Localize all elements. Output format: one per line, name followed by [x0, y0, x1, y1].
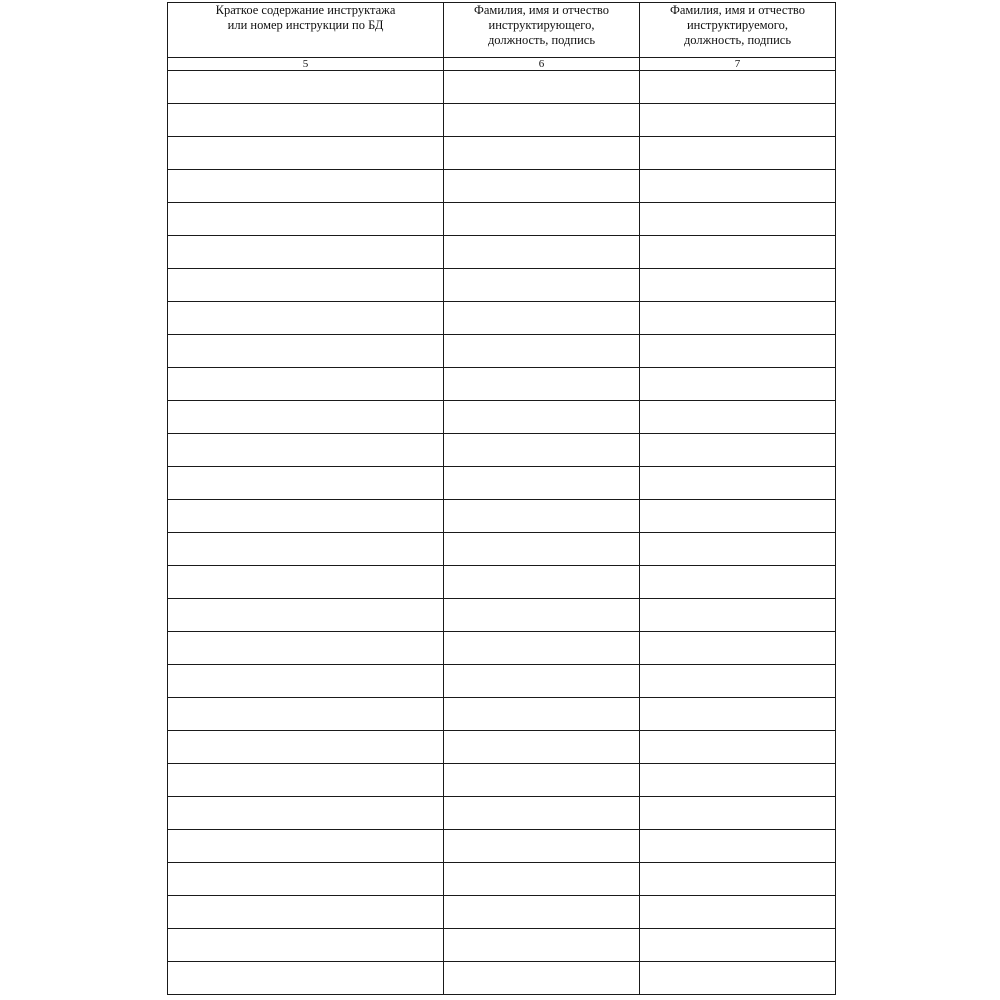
header-label-briefing-content: Краткое содержание инструктажа или номер инструкции по БД — [215, 3, 396, 32]
table-cell[interactable] — [444, 401, 640, 434]
header-label-instructee: Фамилия, имя и отчество инструктируемого, должность, подпись — [669, 3, 805, 47]
table-cell[interactable] — [444, 170, 640, 203]
table-cell[interactable] — [168, 236, 444, 269]
table-row — [168, 170, 836, 203]
table-cell[interactable] — [168, 269, 444, 302]
table-cell[interactable] — [640, 401, 836, 434]
table-cell[interactable] — [444, 731, 640, 764]
table-cell[interactable] — [168, 500, 444, 533]
table-cell[interactable] — [168, 632, 444, 665]
table-cell[interactable] — [640, 302, 836, 335]
table-cell[interactable] — [640, 269, 836, 302]
table-cell[interactable] — [168, 467, 444, 500]
table-cell[interactable] — [168, 797, 444, 830]
table-cell[interactable] — [640, 632, 836, 665]
table-cell[interactable] — [168, 698, 444, 731]
table-cell[interactable] — [640, 203, 836, 236]
table-cell[interactable] — [168, 731, 444, 764]
table-cell[interactable] — [640, 467, 836, 500]
table-cell[interactable] — [168, 104, 444, 137]
table-row — [168, 764, 836, 797]
table-cell[interactable] — [444, 269, 640, 302]
table-row — [168, 698, 836, 731]
table-cell[interactable] — [168, 599, 444, 632]
table-cell[interactable] — [640, 896, 836, 929]
table-row — [168, 896, 836, 929]
table-cell[interactable] — [168, 896, 444, 929]
table-row — [168, 104, 836, 137]
table-cell[interactable] — [168, 170, 444, 203]
header-cell-briefing-content — [168, 3, 444, 58]
table-cell[interactable] — [640, 665, 836, 698]
table-row — [168, 203, 836, 236]
table-row — [168, 665, 836, 698]
table-row — [168, 137, 836, 170]
table-row — [168, 929, 836, 962]
table-row — [168, 533, 836, 566]
table-cell[interactable] — [168, 962, 444, 995]
table-cell[interactable] — [640, 797, 836, 830]
table-cell[interactable] — [640, 962, 836, 995]
table-cell[interactable] — [640, 698, 836, 731]
table-cell[interactable] — [444, 434, 640, 467]
header-cell-instructor — [444, 3, 640, 58]
table-cell[interactable] — [444, 962, 640, 995]
table-cell[interactable] — [444, 764, 640, 797]
table-cell[interactable] — [640, 929, 836, 962]
table-cell[interactable] — [444, 533, 640, 566]
table-row — [168, 731, 836, 764]
table-cell[interactable] — [640, 566, 836, 599]
table-cell[interactable] — [640, 863, 836, 896]
table-cell[interactable] — [444, 830, 640, 863]
table-cell[interactable] — [444, 599, 640, 632]
column-number-5: 5 — [168, 58, 444, 71]
table-row — [168, 302, 836, 335]
table-cell[interactable] — [168, 566, 444, 599]
table-cell[interactable] — [444, 863, 640, 896]
table-cell[interactable] — [444, 632, 640, 665]
table-cell[interactable] — [168, 533, 444, 566]
table-row — [168, 269, 836, 302]
header-row — [168, 3, 836, 58]
table-cell[interactable] — [444, 896, 640, 929]
table-row — [168, 335, 836, 368]
table-cell[interactable] — [168, 929, 444, 962]
table-row — [168, 830, 836, 863]
table-cell[interactable] — [640, 434, 836, 467]
header-label-instructor: Фамилия, имя и отчество инструктирующего, должность, подпись — [473, 3, 609, 47]
table-cell[interactable] — [640, 335, 836, 368]
table-cell[interactable] — [444, 500, 640, 533]
table-cell[interactable] — [444, 797, 640, 830]
table-row — [168, 368, 836, 401]
table-row — [168, 962, 836, 995]
table-cell[interactable] — [168, 335, 444, 368]
table-cell[interactable] — [640, 170, 836, 203]
table-cell[interactable] — [168, 302, 444, 335]
table-row — [168, 434, 836, 467]
table-cell[interactable] — [444, 566, 640, 599]
table-cell[interactable] — [444, 929, 640, 962]
table-cell[interactable] — [168, 665, 444, 698]
table-cell[interactable] — [640, 533, 836, 566]
table-cell[interactable] — [640, 137, 836, 170]
header-cell-instructee — [640, 3, 836, 58]
briefing-journal-table — [167, 2, 836, 995]
table-cell[interactable] — [444, 467, 640, 500]
table-row — [168, 71, 836, 104]
table-cell[interactable] — [444, 302, 640, 335]
table-row — [168, 500, 836, 533]
table-cell[interactable] — [640, 731, 836, 764]
table-cell[interactable] — [168, 401, 444, 434]
table-row — [168, 401, 836, 434]
table-cell[interactable] — [640, 830, 836, 863]
table-cell[interactable] — [168, 434, 444, 467]
journal-body — [168, 71, 836, 995]
table-row — [168, 236, 836, 269]
table-cell[interactable] — [640, 368, 836, 401]
table-cell[interactable] — [640, 500, 836, 533]
table-cell[interactable] — [168, 830, 444, 863]
table-cell[interactable] — [168, 863, 444, 896]
table-row — [168, 863, 836, 896]
table-cell[interactable] — [168, 137, 444, 170]
table-row — [168, 599, 836, 632]
table-cell[interactable] — [444, 104, 640, 137]
table-cell[interactable] — [444, 335, 640, 368]
table-row — [168, 566, 836, 599]
column-number-7: 7 — [640, 58, 836, 71]
table-cell[interactable] — [444, 698, 640, 731]
table-cell[interactable] — [168, 71, 444, 104]
table-cell[interactable] — [444, 137, 640, 170]
table-row — [168, 632, 836, 665]
column-number-row — [168, 58, 836, 71]
table-cell[interactable] — [640, 764, 836, 797]
table-cell[interactable] — [444, 71, 640, 104]
table-cell[interactable] — [640, 599, 836, 632]
table-cell[interactable] — [640, 71, 836, 104]
table-row — [168, 797, 836, 830]
table-cell[interactable] — [640, 236, 836, 269]
column-number-6: 6 — [444, 58, 640, 71]
table-cell[interactable] — [640, 104, 836, 137]
table-cell[interactable] — [444, 203, 640, 236]
table-cell[interactable] — [444, 368, 640, 401]
table-cell[interactable] — [168, 764, 444, 797]
table-row — [168, 467, 836, 500]
table-cell[interactable] — [168, 203, 444, 236]
table-cell[interactable] — [168, 368, 444, 401]
table-cell[interactable] — [444, 236, 640, 269]
table-cell[interactable] — [444, 665, 640, 698]
